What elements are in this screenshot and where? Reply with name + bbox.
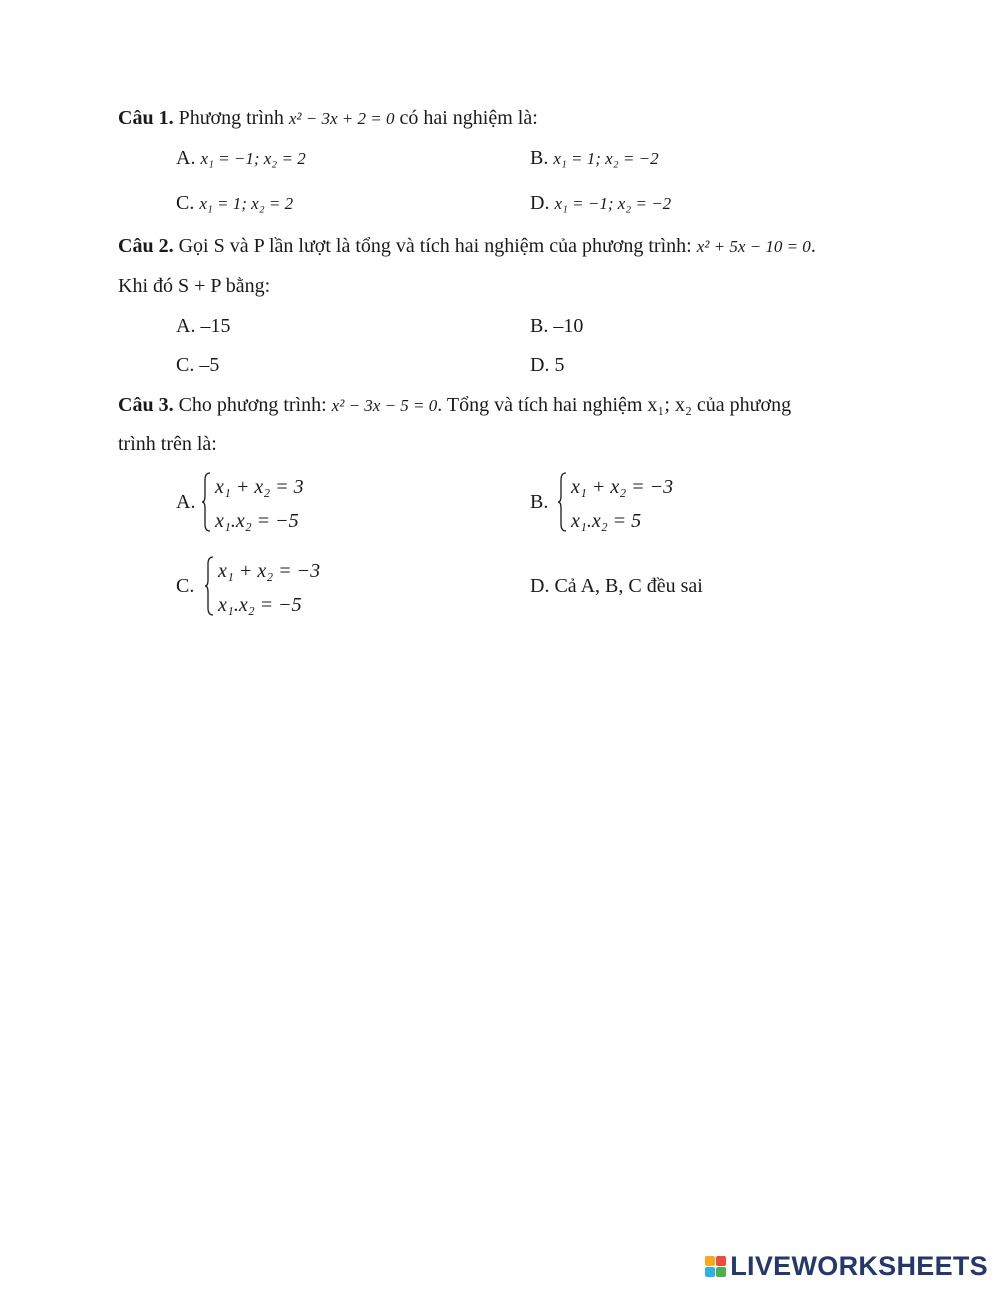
question-2-text: Gọi S và P lần lượt là tổng và tích hai nghiệm của phương trình: [178,235,692,257]
option-letter: A. [176,147,196,169]
question-1-text-after: có hai nghiệm là: [399,107,538,129]
option-letter: C. [176,575,195,597]
system-sum: x₁ + x₂ = −3 [218,560,321,582]
option-letter: B. [530,491,549,513]
question-1-label: Câu 1. [118,107,174,129]
option-value: x₁ = −1; x₂ = 2 [200,149,306,168]
logo-tile [705,1267,715,1277]
question-3-text: Cho phương trình: [178,394,327,416]
question-1-option-b[interactable] [530,146,659,171]
question-2-option-d[interactable] [530,353,564,377]
system-product: x₁.x₂ = −5 [215,510,299,532]
left-brace-icon [201,472,211,532]
option-letter: D. [530,192,550,214]
question-3-option-d[interactable] [530,574,703,598]
question-2-option-a[interactable] [176,314,230,338]
option-letter: D. [530,354,550,376]
option-value: x₁ = 1; x₂ = −2 [553,149,659,168]
question-1-equation: x² − 3x + 2 = 0 [288,109,395,128]
question-2-stem [118,234,816,259]
question-3-text-after: . Tổng và tích hai nghiệm x₁; x₂ của phương [437,394,792,416]
question-3-option-a[interactable] [176,490,195,514]
question-3-stem [118,393,791,418]
question-1-stem [118,106,538,131]
left-brace-icon [204,556,214,616]
question-2-line2: Khi đó S + P bằng: [118,275,271,297]
option-value: 5 [554,354,565,376]
option-letter: C. [176,192,195,214]
question-3-label: Câu 3. [118,394,174,416]
question-3-option-b[interactable] [530,490,548,514]
option-letter: C. [176,354,195,376]
option-value: –5 [199,354,220,376]
liveworksheets-brand [705,1251,988,1282]
system-sum: x₁ + x₂ = −3 [571,476,674,498]
option-value: –10 [553,315,584,337]
option-letter: D. [530,575,550,597]
question-1-option-c[interactable] [176,191,293,216]
question-2-option-b[interactable] [530,314,583,338]
system-product: x₁.x₂ = 5 [571,510,642,532]
option-letter: A. [176,491,196,513]
option-value: x₁ = 1; x₂ = 2 [199,194,294,213]
option-value: –15 [200,315,231,337]
question-3-line2: trình trên là: [118,433,217,455]
question-2-text-after: . [810,235,816,257]
option-value: x₁ = −1; x₂ = −2 [554,194,672,213]
logo-tile [716,1267,726,1277]
option-letter: B. [530,315,549,337]
option-letter: B. [530,147,549,169]
liveworksheets-logo-icon [705,1256,726,1277]
left-brace-icon [557,472,567,532]
question-1-option-a[interactable] [176,146,306,171]
question-3-equation: x² − 3x − 5 = 0 [331,396,438,415]
system-sum: x₁ + x₂ = 3 [215,476,304,498]
system-product: x₁.x₂ = −5 [218,594,302,616]
question-1-option-d[interactable] [530,191,671,216]
question-3-option-c[interactable] [176,574,194,598]
question-2-equation: x² + 5x − 10 = 0 [696,237,811,256]
brand-name: LIVEWORKSHEETS [730,1251,988,1281]
option-value: Cả A, B, C đều sai [554,575,703,597]
question-1-text: Phương trình [178,107,284,129]
logo-tile [716,1256,726,1266]
option-letter: A. [176,315,196,337]
question-2-label: Câu 2. [118,235,174,257]
logo-tile [705,1256,715,1266]
question-2-option-c[interactable] [176,353,219,377]
